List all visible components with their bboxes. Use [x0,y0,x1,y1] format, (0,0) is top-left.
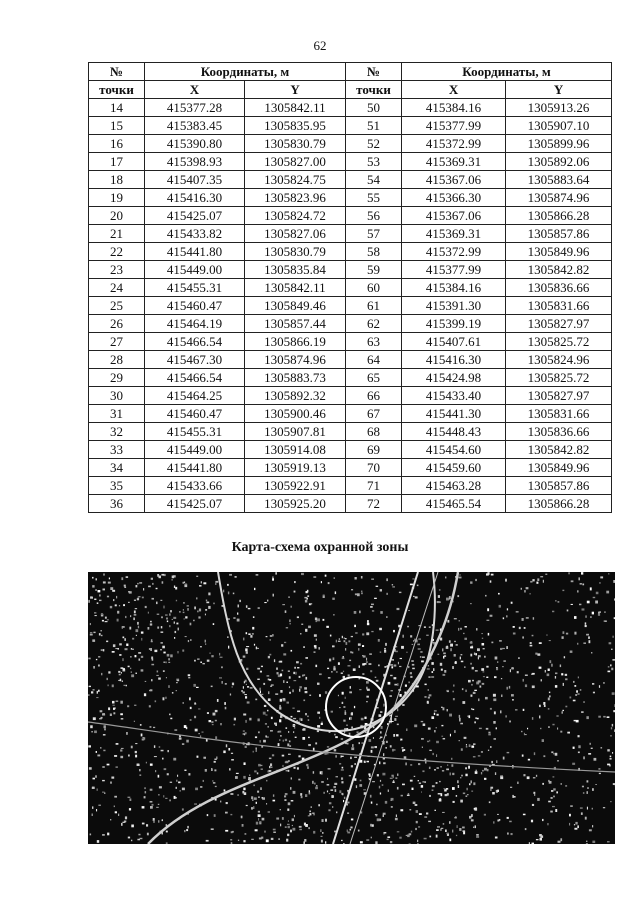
table-cell-x1: 415433.82 [145,225,245,243]
table-cell-n2: 64 [346,351,402,369]
table-cell-x1: 415416.30 [145,189,245,207]
table-cell-n2: 57 [346,225,402,243]
table-row [89,171,612,189]
table-cell-y1: 1305835.84 [245,261,346,279]
table-cell-x2: 415391.30 [402,297,506,315]
table-cell-y1: 1305842.11 [245,279,346,297]
table-cell-x2: 415433.40 [402,387,506,405]
table-cell-y2: 1305874.96 [506,189,612,207]
table-cell-n1: 27 [89,333,145,351]
table-cell-x2: 415424.98 [402,369,506,387]
table-cell-y1: 1305849.46 [245,297,346,315]
header-x-left: X [145,81,245,99]
table-cell-y1: 1305830.79 [245,135,346,153]
table-cell-n2: 54 [346,171,402,189]
table-cell-y1: 1305830.79 [245,243,346,261]
table-cell-x1: 415449.00 [145,261,245,279]
table-cell-y1: 1305827.00 [245,153,346,171]
coordinates-table [88,62,612,513]
table-cell-y2: 1305842.82 [506,261,612,279]
protection-zone-map [88,572,615,844]
table-cell-y1: 1305907.81 [245,423,346,441]
table-cell-y1: 1305874.96 [245,351,346,369]
table-cell-x1: 415455.31 [145,279,245,297]
map-terrain-texture [88,572,615,844]
table-cell-n2: 50 [346,99,402,117]
table-cell-y1: 1305892.32 [245,387,346,405]
table-cell-y1: 1305914.08 [245,441,346,459]
table-cell-y2: 1305857.86 [506,477,612,495]
header-x-right: X [402,81,506,99]
table-row [89,279,612,297]
table-cell-x2: 415416.30 [402,351,506,369]
table-row [89,387,612,405]
table-cell-y1: 1305900.46 [245,405,346,423]
table-cell-x2: 415367.06 [402,207,506,225]
table-cell-n2: 59 [346,261,402,279]
table-row [89,477,612,495]
header-y-right: Y [506,81,612,99]
header-point-left: точки [89,81,145,99]
table-cell-x2: 415448.43 [402,423,506,441]
table-cell-n2: 58 [346,243,402,261]
table-cell-y2: 1305825.72 [506,333,612,351]
table-cell-n1: 24 [89,279,145,297]
table-cell-x2: 415367.06 [402,171,506,189]
table-cell-n1: 36 [89,495,145,513]
header-point-right: точки [346,81,402,99]
table-cell-x1: 415460.47 [145,405,245,423]
table-cell-x1: 415425.07 [145,207,245,225]
table-cell-y2: 1305827.97 [506,387,612,405]
table-cell-n2: 55 [346,189,402,207]
table-cell-n1: 33 [89,441,145,459]
table-row [89,225,612,243]
table-row [89,459,612,477]
table-cell-x2: 415384.16 [402,99,506,117]
table-cell-y1: 1305835.95 [245,117,346,135]
table-row [89,261,612,279]
header-coords-right: Координаты, м [402,63,612,81]
table-cell-y2: 1305883.64 [506,171,612,189]
table-cell-x2: 415463.28 [402,477,506,495]
table-cell-n2: 71 [346,477,402,495]
table-row [89,333,612,351]
table-cell-x2: 415407.61 [402,333,506,351]
table-row [89,423,612,441]
table-cell-y1: 1305842.11 [245,99,346,117]
table-cell-n1: 28 [89,351,145,369]
table-cell-x2: 415459.60 [402,459,506,477]
table-cell-n1: 30 [89,387,145,405]
table-cell-x1: 415407.35 [145,171,245,189]
table-cell-y2: 1305831.66 [506,297,612,315]
table-row [89,441,612,459]
table-cell-n2: 56 [346,207,402,225]
table-row [89,495,612,513]
table-row [89,135,612,153]
table-cell-n2: 53 [346,153,402,171]
map-caption: Карта-схема охранной зоны [231,540,409,555]
table-cell-x2: 415377.99 [402,261,506,279]
table-cell-x2: 415366.30 [402,189,506,207]
table-cell-n2: 62 [346,315,402,333]
table-cell-y2: 1305827.97 [506,315,612,333]
table-cell-n1: 15 [89,117,145,135]
table-cell-x1: 415390.80 [145,135,245,153]
table-cell-y1: 1305925.20 [245,495,346,513]
table-cell-x2: 415441.30 [402,405,506,423]
table-cell-n2: 67 [346,405,402,423]
table-cell-n1: 18 [89,171,145,189]
table-cell-n1: 16 [89,135,145,153]
table-cell-n1: 22 [89,243,145,261]
table-cell-x1: 415466.54 [145,333,245,351]
table-row [89,117,612,135]
table-row [89,351,612,369]
table-cell-n2: 70 [346,459,402,477]
table-cell-y1: 1305919.13 [245,459,346,477]
table-cell-x2: 415369.31 [402,225,506,243]
page-number: 62 [313,38,327,53]
header-coords-left: Координаты, м [145,63,346,81]
table-row [89,297,612,315]
table-cell-n2: 51 [346,117,402,135]
table-cell-x1: 415398.93 [145,153,245,171]
table-cell-n1: 29 [89,369,145,387]
header-y-left: Y [245,81,346,99]
river-line [148,572,458,844]
table-cell-x1: 415464.25 [145,387,245,405]
table-cell-n1: 31 [89,405,145,423]
table-row [89,405,612,423]
table-cell-y1: 1305827.06 [245,225,346,243]
table-cell-x2: 415399.19 [402,315,506,333]
table-cell-n1: 21 [89,225,145,243]
table-cell-x2: 415465.54 [402,495,506,513]
table-cell-n1: 26 [89,315,145,333]
table-cell-x1: 415466.54 [145,369,245,387]
table-cell-n2: 52 [346,135,402,153]
table-row [89,189,612,207]
table-cell-x1: 415441.80 [145,459,245,477]
table-cell-n1: 23 [89,261,145,279]
table-cell-x1: 415425.07 [145,495,245,513]
table-cell-y2: 1305824.96 [506,351,612,369]
table-cell-y2: 1305849.96 [506,459,612,477]
table-cell-y2: 1305866.28 [506,207,612,225]
table-cell-n2: 61 [346,297,402,315]
table-cell-x1: 415467.30 [145,351,245,369]
table-cell-y1: 1305823.96 [245,189,346,207]
table-cell-y2: 1305849.96 [506,243,612,261]
table-row [89,315,612,333]
table-row [89,369,612,387]
table-cell-x1: 415449.00 [145,441,245,459]
table-cell-y1: 1305883.73 [245,369,346,387]
table-cell-n2: 72 [346,495,402,513]
table-cell-y2: 1305831.66 [506,405,612,423]
table-cell-x1: 415455.31 [145,423,245,441]
table-cell-y2: 1305857.86 [506,225,612,243]
header-no-right: № [346,63,402,81]
table-cell-n1: 17 [89,153,145,171]
table-cell-y2: 1305892.06 [506,153,612,171]
railway-line-secondary [350,572,438,844]
table-cell-y2: 1305836.66 [506,279,612,297]
table-header-row [89,63,612,81]
table-cell-y2: 1305913.26 [506,99,612,117]
table-cell-y1: 1305824.75 [245,171,346,189]
table-cell-y2: 1305907.10 [506,117,612,135]
table-cell-y2: 1305836.66 [506,423,612,441]
table-cell-x1: 415464.19 [145,315,245,333]
railway-line [333,572,418,844]
table-subheader-row [89,81,612,99]
table-cell-x2: 415454.60 [402,441,506,459]
table-cell-n2: 60 [346,279,402,297]
table-cell-y2: 1305899.96 [506,135,612,153]
table-cell-n1: 20 [89,207,145,225]
table-cell-x2: 415369.31 [402,153,506,171]
table-cell-n2: 65 [346,369,402,387]
table-cell-x1: 415377.28 [145,99,245,117]
coordinates-table-body [89,99,612,513]
table-cell-n1: 14 [89,99,145,117]
table-cell-y1: 1305824.72 [245,207,346,225]
table-cell-n2: 68 [346,423,402,441]
table-cell-x2: 415377.99 [402,117,506,135]
table-cell-y1: 1305866.19 [245,333,346,351]
table-cell-y2: 1305866.28 [506,495,612,513]
table-row [89,207,612,225]
table-cell-n1: 25 [89,297,145,315]
table-cell-x1: 415433.66 [145,477,245,495]
table-cell-x2: 415372.99 [402,135,506,153]
header-no-left: № [89,63,145,81]
zone-label: 1 [388,713,395,725]
table-cell-n1: 32 [89,423,145,441]
table-cell-n1: 19 [89,189,145,207]
table-cell-n1: 34 [89,459,145,477]
table-cell-x1: 415460.47 [145,297,245,315]
table-cell-x2: 415384.16 [402,279,506,297]
table-cell-x2: 415372.99 [402,243,506,261]
table-cell-n2: 69 [346,441,402,459]
table-cell-y2: 1305825.72 [506,369,612,387]
table-cell-y2: 1305842.82 [506,441,612,459]
table-row [89,99,612,117]
table-cell-y1: 1305857.44 [245,315,346,333]
table-cell-x1: 415441.80 [145,243,245,261]
table-cell-n2: 66 [346,387,402,405]
table-cell-n2: 63 [346,333,402,351]
map-image [88,572,615,844]
table-cell-y1: 1305922.91 [245,477,346,495]
table-row [89,243,612,261]
table-cell-x1: 415383.45 [145,117,245,135]
table-cell-n1: 35 [89,477,145,495]
table-row [89,153,612,171]
